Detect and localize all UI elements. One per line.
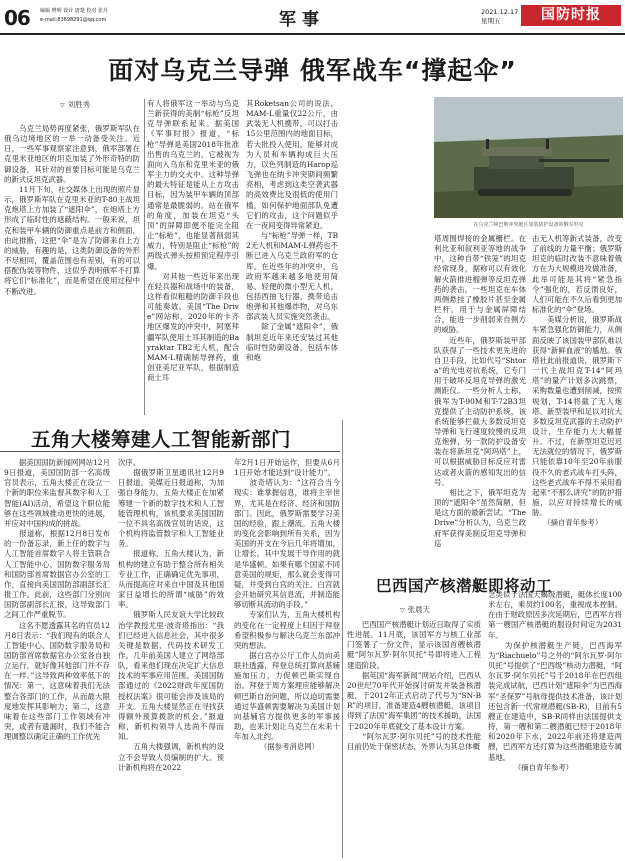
story2-headline: 五角大楼筹建人工智能新部门	[31, 428, 292, 451]
date-text: 2021.12.17	[481, 8, 519, 16]
column-divider	[144, 99, 145, 415]
story1-column-4: 塔周围焊接的金属栅栏。在利比亚和叙利亚等地的战争中，这种自带“铁笼”的坦克经常现身，据称可以有效化解火箭推进榴弹等反坦克弹药的袭击，一些坦克在车体两侧悬挂了橡胶片甚至金属栏杆，用于与金属屏障结合，能进一步削弱来自侧方的威胁。 近些年，俄罗斯装甲部队获得了一些技术更先进的自卫手段，比如代号“Shtora”的光电对抗系统，它专门用于破坏反坦克导弹的激光测距仪。一些分析人士称，俄军为T-90M和T-72B3坦克提供了主动防护系统，该系统能够拦截大多数反坦克导弹和飞行速度较慢的反坦克炮弹，另一款防护设备安装在将新坦克“阿玛塔”上，可以根据威胁目标反应对雷达或者火箭的感知发出的信号。 相比之下，俄军坦克为顶的“遮阳伞”虽然简陋，但是这方面的最新尝试。“The Drive”分析认为，乌克兰政府军获得美制反坦克导弹和巡	[434, 234, 526, 548]
story3-column-1: 巴西国产核潜艇计划近日取得了实质性进展。11月底，该国军方与核工业部门签署了一份文件，显示该国首艘核潜艇“阿尔瓦罗·阿尔贝托”号即将进入工程建造阶段。 据英国“海军新闻”网站介绍，巴西从20世纪70年代开始探讨研发并装备核潜艇，于2012年正式启动了代号为“SN-BR”的项目，准备建造4艘核潜艇，该项目得到了法国“海军集团”的技术援助，法国于2020年年底就交了基本设计方案。 “阿尔瓦罗·阿尔贝托”号的技术性能目前仍处于保密状态，外界认为其总体概	[347, 620, 481, 751]
story1-column-2: 有人将俄军这一举动与乌克兰新获得的美制“标枪”反坦克导弹联系起来。据美国《军事时报》报道，“标枪”导弹是美国2018年批准出售的乌克兰的，它被视为面向入乌东和克里米亚的俄军主力的交火中。这种导弹的最大特征是能从上方攻击目标，因为装甲车辆的顶部通常是最脆弱的。站在俄军的角度，加装在坦克“头顶”的屏障即便不能完全阻止“标枪”，也能显著削弱其威力，特别是阻止“标枪”的两级式弹头按照预定程序引爆。 对其他一些近年来出现在轻兵器和战场中的装备，这样看似粗糙的防御手段也可能奏效。美国“The Drive”网站称，2020年的卡齐地区爆发的冲突中，阿塞拜疆军队使用土耳其制造的Bayraktar TB2无人机，配合MAM-L精确制导弹药，重创亚美尼亚军队，根据制造商土耳	[147, 99, 239, 383]
story2-column-2: 次序。 据俄罗斯卫星通讯社12月9日报道，美媒近日报道称，为加强自身能力，五角大楼正在加紧筹建一个新的数字技术和人工智能管理机构，该机要求美国国防一位不具名高级官员的话说，这个机构将监管数字和人工智能业务。 报道称，五角大楼认为，新机构的建立有助于整合所有相关专业工作，正确确定优先事项，从而提高应对来自中国及其他国家日益增长的所谓“威胁”的效率。 俄罗斯人民友谊大学比较政治学教授尤里·波奇塔指出：“我们已经进入信息社会，其中很多关键是数据、代码技术研发工作。几年前美国人建立了网络部队，看来他们现在决定扩大信息技术的军事应用范围。美国国防部通过的《2022财政年度国防授权法案》很可能会涉及该局的开支。五角大楼显然正在寻找获得额外预算拨款的机会。”报道称，新机构领导人选尚不得而知。 五角大楼强调，新机构的设立不会导致人员编制的扩大。预计新机构将在2022	[118, 458, 224, 772]
masthead-credits	[40, 7, 108, 25]
story3-byline: ▽ 张晨天	[400, 604, 430, 615]
newspaper-logo: 国防时报	[521, 5, 621, 26]
story1-headline: 面对乌克兰导弹 俄军战车“撑起伞”	[108, 56, 517, 85]
header-rule	[0, 33, 625, 35]
story1-column-3: 其Roketsan公司的说法，MAM-L重量仅22公斤，由武装无人机携带，可以打击15公里范围内的地面目标，若大批投入使用，能够对成为人员和车辆构成巨大压力，以色列制造的Harop巡飞弹也在纳卡冲突期间频繁亮相，考虑到这类空袭武器的高效费比及很低的使用门槛，如何保护地面部队免遭它们的攻击，这个问题似乎在一夜间变得异常紧迫。 与“标枪”导弹一样，TB2无人机和MAM-L弹药也不断已进入乌克兰政府军的仓库。在近些年的冲突中，乌政府军越来越多地使用简易、轻便的微小型无人机，包括西抽飞行器，携带追击炮弹和其他爆炸物，对乌东部武装人员实施突然袭击。 除了金属“遮阳伞”，俄制坦克近年来还安装过其他临时性防御设备，包括车体和炮	[246, 99, 338, 362]
editor-credits: 编辑 樊明 设计 唐楚 校对 张丹	[40, 8, 108, 14]
story1-column-5: 击无人机等新式装备，改变了前线的力量平衡；俄罗斯坦克的临时改装不意味着俄方在为大规模进攻做准备，此举可能是其将“紧急指令”强化的，若反馈良好，人们可能在不久后看到更加标准化的“伞”登场。 美媒分析说，俄罗斯战车紧急强化防御能力，从侧面反映了该国装甲部队难以获得“新鲜血液”的尴尬。俄塔社此前报道说，俄罗斯下一代主战坦克T-14“阿玛塔”的量产计划多次跳票，采购数量也遭到削减，按照规划，T-14将截了无人炮塔、新型装甲和足以对抗大多数反坦克武器的主动防护设计，生存能力大大幅提升。不过，在新型坦克迟迟无法就位的情况下，俄罗斯只能依靠10年至20年前服役不久的老式战车打头阵，这些老式战车不得不采用看起来“不那么讲究”的防护措施，以应对持续增长的威胁。 （摘自青年参考）	[532, 234, 622, 528]
page-number: 06	[4, 6, 30, 30]
story1-column-4-top	[345, 99, 429, 229]
column-divider	[342, 420, 343, 858]
weekday-text: 星期五	[481, 17, 501, 25]
story1-column-4-cont	[345, 420, 429, 570]
story2-rule	[0, 451, 340, 452]
story1-byline: ▽ 刘胜秀	[60, 99, 90, 110]
photo-caption: 在乌克兰顿巴斯冲突地区加装防护设备的俄军坦克	[473, 222, 584, 228]
tank-photo	[434, 97, 623, 218]
story2-column-3: 年2月1日开始运作，但要从6月1日开始才能达到“设计能力”。 波奇塔认为：“这符合当今现实：谁掌握信息，谁将主宰世界，尤其是在经济、经济和国防部门。因此，俄罗斯需要学习美国的经验，跟上潮流。五角大楼的变化会影响到所有关系，因为美国的开支在今后几年将增加，让增长，其中发展干导作用的就是华盛顿。如果有哪个国家不同意美国的规矩，那么就会变得可疑，并受到白宫的关注，白宫就会开始研究其信息流，并制造能够切断其流动的手段。” 专家们认为，五角大楼机构的变化在一定程度上归因于拜登希望积极参与解决乌克兰东部冲突的想法。 据白宫办公厅工作人员向美联社透露，拜登总统打算向基辅施加压力，力促顿巴斯实现自治。拜登于周方案理应能够解决顿巴斯自治问题，所以迫切需要通过华盛顿需要解决为美国计划向基辅官方提供更多的军事援助，也来计划让乌克兰在未来十年加入北约。 （据参考消息网）	[234, 458, 340, 752]
story2-column-1: 据美国国防新闻网网站12月9日报道，美国国防部一名高级官员表示，五角大楼正在设立一个新的职位来监督其数字和人工智能(AI)活动，希望这个职位能够在这些领域推动更快的进展，并应对中国构成的挑战。 报道称，根据12月8日发布的一份备忘录，新上任的数字与人工智能首席数字人将主管联合人工智能中心、国防数字服务局和国防部首席数据官办公室的工作，直接向美国国防部副部长汇报工作。此前，这些部门分别向国防部副部长汇报，这导致部门之间工作严重脱节。 这名不愿透露其名的官员12月8日表示：“我们现有的联合人工智能中心、国防数字服务局和国防部首席数据官办公室各自独立运行，就好像其他部门并不存在一样。”这导致两种效率低下的情况：第一，这意味着我们无法整合各部门的工作，从而最大限度地发挥其影响力；第二，这意味着在这些部门工作领域有冲突，或者有遗漏时，我们不能合理调整以确定正确的工作优先	[4, 458, 110, 742]
issue-date	[481, 8, 518, 26]
story1-column-1: 乌克兰局势再度紧张，俄罗斯军队在俄乌边境地区的一举一动备受关注。近日，一些军事观察家注意到，俄军部署在克里米亚地区的坦克加装了外形奇特的防御设备，其针对的首要目标可能是乌克兰的新式反坦克武器。 11月下旬，社交媒体上出现的照片显示，俄罗斯军队在克里米亚的T-80主战坦克炮塔上方加装了“遮阳伞”，在炮塔上方形成了临时性的遮蔽结构。一般来说，坦克和装甲车辆的防御重点是前方和侧面，由此推断，这把“伞”是为了防御来自上方的威胁，有趣的是，这类防御设备的外形不尽相同，覆盖范围也有差别，有的可以搭配伪装等物件，这似乎表明俄军不打算将它们“标准化”，而是希望在使用过程中不断改进。	[4, 124, 140, 296]
editor-email: e-mail:83698291@qq.com	[40, 17, 107, 23]
story3-column-2: 念类似于法国天蝎级潜艇，艇体长度100米左右，乘员约100名，重视成本控制。在由于财政原因多次延期后，巴西军方将第一艘国产核潜艇的服役时间定为2031年。 为保护核潜艇生产链，巴西海军为“Riachuelo”号之外的“阿尔瓦罗·阿尔贝托”号提供了“巴西级”核动力潜艇，“阿尔瓦罗·阿尔贝托”号于2018年在巴西组装完成试航，巴西计划“遮阳伞”为巴西海军“圣保罗”号航母提供技术准备，该计划还包含新一代常规潜艇(SB-R)，目前有5艘正在建造中，SB-R同样由法国提供支持，第一艘和第二艘潜艇已经于2018年和2020年下水，2022年前还将建造两艘，巴西军方还打算为这些潜艇建造专属基地。 （摘自青年参考）	[488, 590, 622, 772]
story3-headline: 巴西国产核潜艇即将动工	[376, 577, 553, 595]
section-title: 军事	[279, 10, 325, 30]
